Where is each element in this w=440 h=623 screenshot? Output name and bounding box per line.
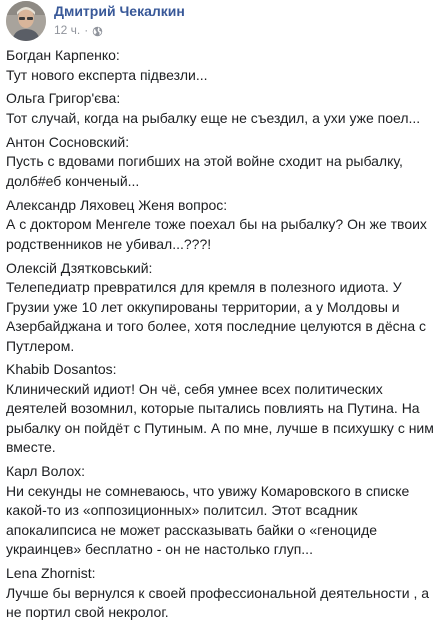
comment-quote bbox=[6, 259, 440, 357]
comment-text: Тут нового експерта підвезли... bbox=[6, 66, 208, 83]
comment-quote bbox=[6, 462, 440, 560]
comment-quote bbox=[6, 89, 440, 128]
comment-author: Олексій Дзятковський: bbox=[6, 259, 153, 276]
comment-author: Богдан Карпенко: bbox=[6, 47, 120, 63]
comment-text: Тот случай, когда на рыбалку еще не съездил, а ухи уже поел... bbox=[6, 109, 421, 126]
post-timestamp[interactable]: 12 ч. bbox=[54, 23, 81, 37]
comment-author: Ольга Григор'єва: bbox=[6, 90, 121, 107]
comment-author: Александр Ляховец Женя вопрос: bbox=[6, 196, 228, 213]
comment-text: Клинический идиот! Он чё, себя умнее всех политических деятелей возомнил, которые пытались повлиять на Путина. На рыбалку он пойдёт с Путиным. А по мне, лучше в психушку с ним вместе. bbox=[6, 380, 434, 456]
comment-quote bbox=[6, 196, 440, 255]
comment-quote bbox=[6, 564, 440, 623]
meta-separator: · bbox=[84, 23, 89, 37]
post-header bbox=[6, 0, 440, 41]
comment-quote bbox=[6, 133, 440, 192]
comment-quote bbox=[6, 46, 440, 85]
globe-icon[interactable] bbox=[92, 25, 103, 36]
comment-author: Lena Zhornist: bbox=[6, 565, 96, 582]
comment-text: Ни секунды не сомневаюсь, что увижу Комаровского в списке какой-то из «оппозиционных» политсил. Этот всадник апокалипсиса не может рассказывать байки о «геноциде украинцев» бесплатно - он не настолько глуп... bbox=[6, 482, 410, 558]
avatar-photo-icon bbox=[6, 1, 46, 41]
comment-text: Пусть с вдовами погибших на этой войне сходит на рыбалку, долб#еб конченый... bbox=[6, 153, 403, 189]
comment-author: Антон Сосновский: bbox=[6, 133, 130, 150]
post-header-text bbox=[54, 1, 185, 38]
author-avatar[interactable] bbox=[6, 1, 46, 41]
comment-text: Лучше бы вернулся к своей профессиональной деятельности , а не портил свой некролог. bbox=[6, 584, 430, 621]
author-name-link[interactable]: Дмитрий Чекалкин bbox=[54, 3, 185, 19]
comment-author: Khabib Dosantos: bbox=[6, 361, 117, 378]
post-meta bbox=[54, 22, 185, 38]
comment-quote bbox=[6, 360, 440, 458]
comment-text: Телепедиатр превратился для кремля в полезного идиота. У Грузии уже 10 лет оккупированы территории, а у Молдовы и Азербайджана и того более, хотя последние целуются в дёсна с Путлером. bbox=[6, 279, 427, 354]
post-body bbox=[6, 46, 440, 623]
comment-text: А с доктором Менгеле тоже поехал бы на рыбалку? Он же твоих родственников не убивал...???! bbox=[6, 216, 427, 252]
comment-author: Карл Волох: bbox=[6, 463, 85, 480]
